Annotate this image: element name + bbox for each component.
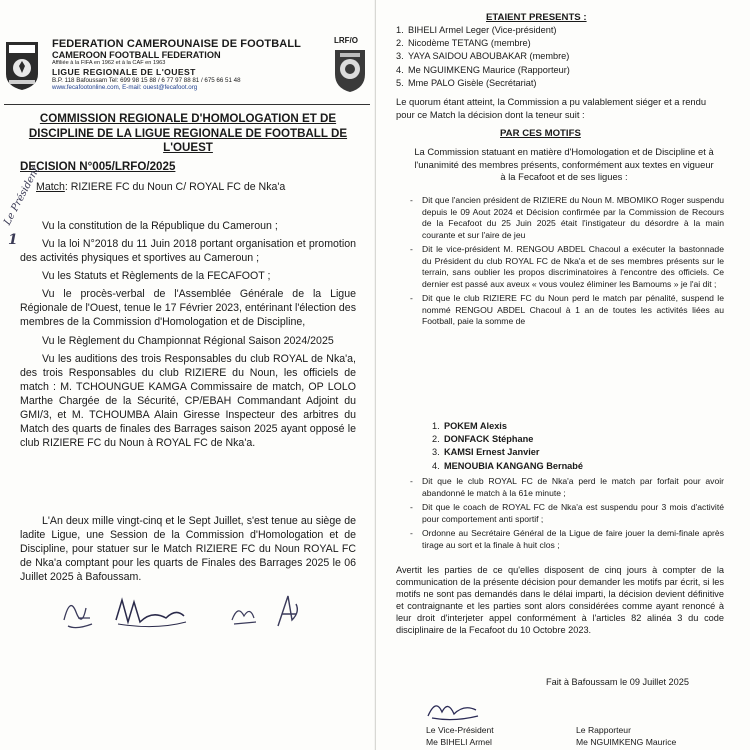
decision-page-1: [0, 0, 374, 750]
match-label: Match: [36, 181, 65, 193]
consideration-paragraph: Vu le Règlement du Championnat Régional Saison 2024/2025: [42, 335, 334, 347]
consideration-paragraph: Vu la constitution de la République du Cameroun ;: [42, 220, 278, 232]
appeal-notice: Avertit les parties de ce qu'elles disposent de cinq jours à compter de la communication de la présente décision pour demander les motifs par écrit, si les motifs ne sont pas demandés dans le délai imparti, la décision devient définitive et contraignante et les parties sont alors considérées comme ayant renoncé à leur droit d'interjeter appel conformément à l'articles 82 alinéa 3 du code disciplinaire de la Fecafoot du 10 Octobre 2023.: [396, 565, 724, 635]
commission-title: COMMISSION REGIONALE D'HOMOLOGATION ET DE DISCIPLINE DE LA LIGUE REGIONALE DE FOOTBALL DE L'OUEST: [28, 112, 348, 154]
list-item: 4. MENOUBIA KANGANG Bernabé: [432, 460, 584, 471]
letterhead-text: [52, 38, 312, 91]
sanctioned-list: [432, 420, 583, 473]
list-item: 3. KAMSI Ernest Janvier: [432, 447, 540, 458]
match-line: [36, 181, 285, 193]
rapporteur-name: Me NGUIMKENG Maurice: [576, 737, 677, 747]
fecafoot-logo-icon: [4, 40, 40, 92]
commission-statement: La Commission statuant en matière d'Homologation et de Discipline et à l'unanimité des membres présents, conformément aux textes en vigueur à la Fecafoot et de ses ligues :: [414, 146, 714, 182]
motif-item: - Dit que l'ancien président de RIZIERE du Noun M. MBOMIKO Roger suspendu depuis le 09 Aout 2024 et Décision confirmée par la Commission de Recours de la Fecafoot du 25 Juin 2025 était l'instigateur du désordre à la main courante et sur l'aire de jeu: [406, 195, 724, 241]
federation-name-en: CAMEROON FOOTBALL FEDERATION: [52, 50, 221, 60]
list-item: 1. POKEM Alexis: [432, 421, 507, 431]
par-ces-motifs-heading: PAR CES MOTIFS: [500, 128, 581, 139]
affiliation: Affiliée à la FIFA en 1962 et à la CAF en 1963: [52, 60, 166, 66]
match-text: : RIZIERE FC du Noun C/ ROYAL FC de Nka'a: [64, 181, 286, 193]
rapporteur-block: [576, 724, 676, 748]
motifs-list: [406, 195, 724, 331]
presents-title: ETAIENT PRESENTS :: [486, 12, 587, 23]
place-date: Fait à Bafoussam le 09 Juillet 2025: [546, 677, 689, 687]
motif-item: - Dit que le club RIZIERE FC du Noun perd le match par pénalité, suspend le nommé RENGOU ABDEL Chacoul à 1 an de toutes les activités liées au Football, paie la somme de: [406, 293, 724, 328]
website: www.fecafootonline.com, E-mail: ouest@fecafoot.org: [52, 84, 198, 91]
lrfo-logo-icon: [332, 44, 368, 96]
ligue-name: LIGUE REGIONALE DE L'OUEST: [52, 67, 196, 77]
quorum-text: Le quorum étant atteint, la Commission a pu valablement siéger et a rendu pour ce Match la décision dont la teneur suit :: [396, 96, 707, 120]
presents-list: [396, 24, 570, 90]
vice-president-name: Me BIHELI Armel: [426, 737, 492, 747]
margin-handwritten-number: 1: [8, 232, 18, 248]
consideration-paragraph: Vu les Statuts et Règlements de la FECAFOOT ;: [42, 270, 271, 282]
consideration-paragraph: Vu les auditions des trois Responsables du club ROYAL de Nka'a, des trois Responsables du club RIZIERE du Noun, les officiels de match : M. TCHOUNGUE KAMGA Commissaire de match, OP LOLO Marthe Chargée de la Sécurité, CP/EBAH Commandant Adjoint du GMI/3, et M. TCHOUMBA Alain Giresse Inspecteur des arbitres du Match des quarts de finales des Barrages saison 2025 ayant opposé le club RIZIERE FC du Noun à ROYAL FC de Nka'a.: [20, 353, 356, 449]
list-item: 3. YAYA SAIDOU ABOUBAKAR (membre): [396, 51, 570, 62]
motifs-list-2: [406, 476, 724, 554]
vice-president-signature: [424, 696, 484, 722]
session-paragraph: [20, 514, 356, 584]
motif-item: - Dit que le club ROYAL FC de Nka'a perd le match par forfait pour avoir abandonné le match à la 61e minute ;: [406, 476, 724, 499]
considerations: [20, 219, 356, 450]
motif-item: - Dit que le coach de ROYAL FC de Nka'a est suspendu pour 3 mois d'activité pour comportement anti sportif ;: [406, 502, 724, 525]
consideration-paragraph: Vu le procès-verbal de l'Assemblée Générale de la Ligue Régionale de l'Ouest, tenue le 17 Février 2023, entérinant l'élection des membres de la Commission d'Homologation et de Discipline,: [20, 288, 356, 328]
vice-president-block: [426, 724, 494, 748]
margin-handwritten-note: Le Président: [2, 165, 42, 228]
list-item: 5. Mme PALO Gisèle (Secrétariat): [396, 77, 537, 88]
list-item: 4. Me NGUIMKENG Maurice (Rapporteur): [396, 64, 570, 75]
letterhead: [4, 34, 370, 106]
contact-address: B.P. 118 Bafoussam Tel: 699 98 15 88 / 6 77 97 88 81 / 675 66 51 48: [52, 77, 241, 84]
motif-item: - Dit le vice-président M. RENGOU ABDEL Chacoul a exécuter la bastonnade du Président du club ROYAL FC de Nka'a et de ses membres présents sur le terrain, sans oublier les propos discriminatoires à l'encontre des officiels. Ce dernier est passé aux aveux « vous voulez éliminer les Bamoums » je l'ai dit ;: [406, 244, 724, 290]
decision-number: DECISION N°005/LRFO/2025: [20, 160, 176, 173]
header-divider: [4, 104, 370, 105]
list-item: 2. DONFACK Stéphane: [432, 434, 534, 445]
list-item: 2. Nicodème TETANG (membre): [396, 38, 531, 49]
member-signatures: [56, 590, 316, 634]
motif-item: - Ordonne au Secrétaire Général de la Ligue de faire jouer la demi-finale après tirage au sort et la finale à huit clos ;: [406, 528, 724, 551]
lrfo-label: LRF/O: [334, 36, 358, 45]
federation-name-fr: FEDERATION CAMEROUNAISE DE FOOTBALL: [52, 38, 301, 50]
list-item: 1. BIHELI Armel Leger (Vice-président): [396, 25, 557, 35]
vice-president-title: Le Vice-Président: [426, 725, 494, 735]
rapporteur-title: Le Rapporteur: [576, 725, 631, 735]
session-text: L'An deux mille vingt-cinq et le Sept Juillet, s'est tenue au siège de ladite Ligue, une Session de la Commission d'Homologation et de Discipline, pour statuer sur le Match RIZIERE FC du Noun ROYAL FC de Nka'a comptant pour les quarts de Finales des Barrages 2025 le 06 Juillet 2025 à Bafoussam.: [20, 515, 356, 583]
consideration-paragraph: Vu la loi N°2018 du 11 Juin 2018 portant organisation et promotion des activités physiques et sportives au Cameroun ;: [20, 238, 356, 264]
